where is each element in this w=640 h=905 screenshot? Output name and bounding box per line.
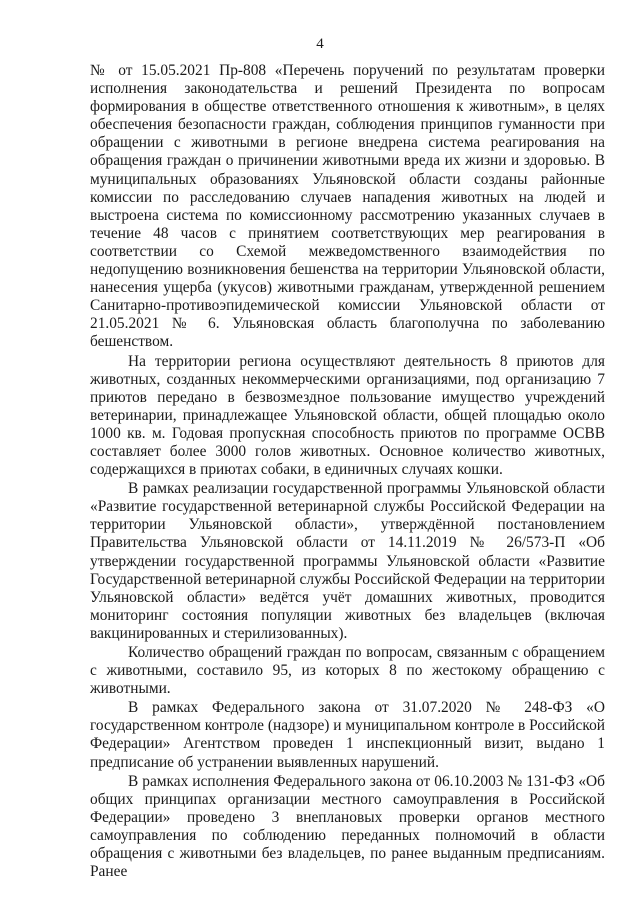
paragraph-citizen-appeals: Количество обращений граждан по вопросам, связанным с обращением с животными, составило 95, из которых 8 по жестокому обращению с животными. (90, 644, 605, 698)
paragraph-shelters: На территории региона осуществляют деятельность 8 приютов для животных, созданных некоммерческими организациями, под организацию 7 приютов передано в безвозмездное пользование имущество учреждений ветеринарии, принадлежащее Ульяновской области, общей площадью около 1000 кв. м. Годовая пропускная способность приютов по программе ОСВВ составляет более 3000 голов животных. Основное количество животных, содержащихся в приютах собаки, в единичных случаях кошки. (90, 352, 605, 479)
paragraph-federal-law-131: В рамках исполнения Федерального закона от 06.10.2003 № 131-ФЗ «Об общих принципах организации местного самоуправления в Российской Федерации» проведено 3 внеплановых проверки органов местного самоуправления по соблюдению переданных полномочий в области обращения с животными без владельцев, по ранее выданным предписаниям. Ранее (90, 772, 605, 881)
paragraph-federal-law-248: В рамках Федерального закона от 31.07.2020 № 248-ФЗ «О государственном контроле (надзоре) и муниципальном контроле в Российской Федерации» Агентством проведен 1 инспекционный визит, выдано 1 предписание об устранении выявленных нарушений. (90, 699, 605, 771)
page-number: 4 (316, 36, 324, 52)
paragraph-state-program: В рамках реализации государственной программы Ульяновской области «Развитие государственной ветеринарной службы Российской Федерации на территории Ульяновской области», утверждённой постановлением Правительства Ульяновской области от 14.11.2019 № 26/573-П «Об утверждении государственной программы Ульяновской области «Развитие Государственной ветеринарной службы Российской Федерации на территории Ульяновской области» ведётся учёт домашних животных, проводится мониторинг состояния популяции животных без владельцев (включая вакцинированных и стерилизованных). (90, 480, 605, 642)
document-body (90, 62, 605, 881)
paragraph-continuation: № от 15.05.2021 Пр-808 «Перечень поручений по результатам проверки исполнения законодательства и решений Президента по вопросам формирования в обществе ответственного отношения к животным», в целях обеспечения безопасности граждан, соблюдения принципов гуманности при обращении с животными в регионе внедрена система реагирования на обращения граждан о причинении животными вреда их жизни и здоровью. В муниципальных образованиях Ульяновской области созданы районные комиссии по расследованию случаев нападения животных на людей и выстроена система по комиссионному рассмотрению указанных случаев в течение 48 часов с принятием соответствующих мер реагирования в соответствии со Схемой межведомственного взаимодействия по недопущению возникновения бешенства на территории Ульяновской области, нанесения ущерба (укусов) животными гражданам, утвержденной решением Санитарно-противоэпидемической комиссии Ульяновской области от 21.05.2021 № 6. Ульяновская область благополучна по заболеванию бешенством. (90, 62, 605, 351)
